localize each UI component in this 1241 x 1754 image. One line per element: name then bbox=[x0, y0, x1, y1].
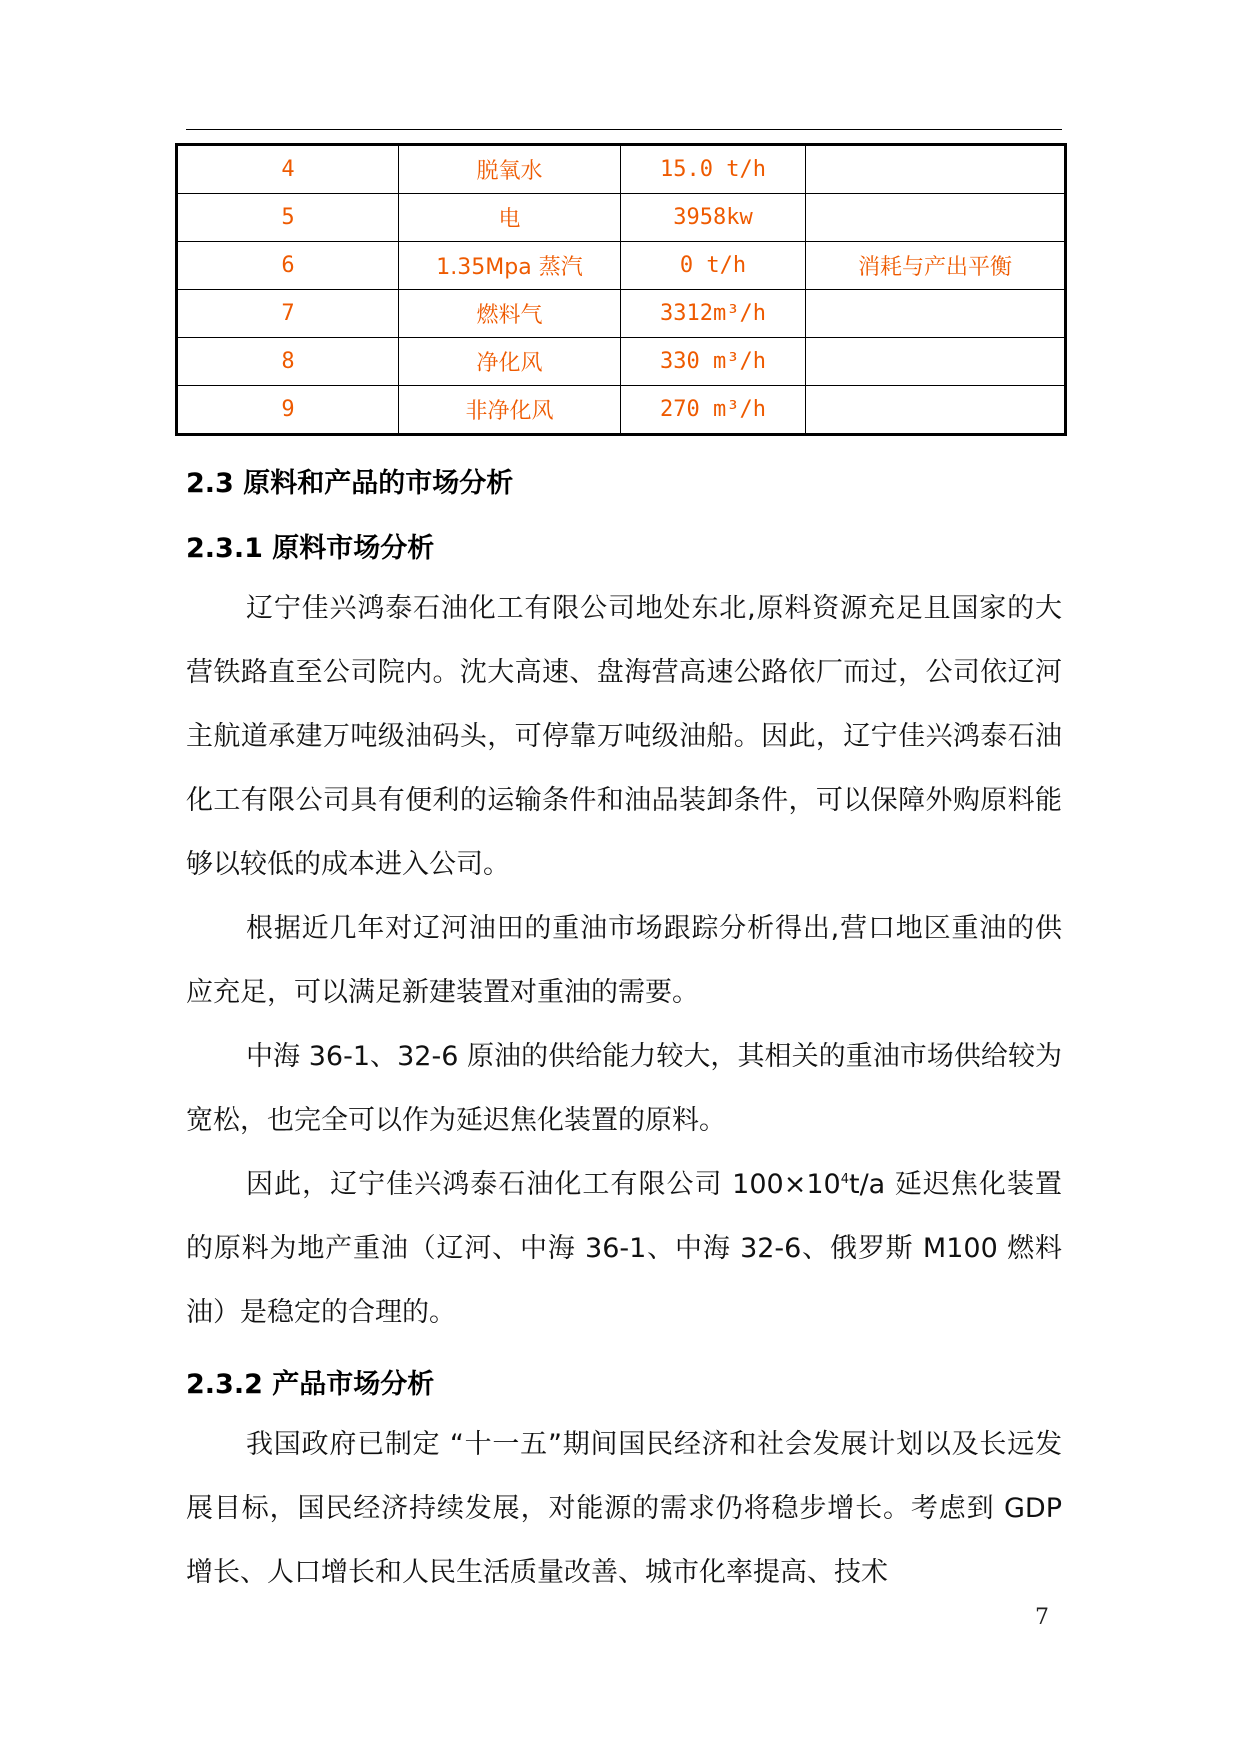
table-row bbox=[177, 194, 1066, 242]
paragraph-conclusion bbox=[186, 1153, 1062, 1345]
utility-consumption-table bbox=[175, 143, 1067, 436]
exponent-superscript: 4 bbox=[840, 1172, 849, 1187]
row-number-cell: 5 bbox=[177, 194, 399, 242]
note-cell bbox=[806, 338, 1066, 386]
amount-cell: 330 m³/h bbox=[621, 338, 806, 386]
paragraph-product-market-text: 我国政府已制定 “十一五”期间国民经济和社会发展计划以及长远发展目标，国民经济持续发展，对能源的需求仍将稳步增长。考虑到 GDP 增长、人口增长和人民生活质量改善、城市化率提高、技术 bbox=[186, 1429, 1062, 1588]
amount-cell: 3312m³/h bbox=[621, 290, 806, 338]
paragraph-location bbox=[186, 577, 1062, 897]
paragraph-crude-supply bbox=[186, 1025, 1062, 1153]
conclusion-text-end: t/a 延迟焦化装置的原料为地产重油（辽河、中海 36-1、中海 32-6、俄罗斯 M100 燃料油）是稳定的合理的。 bbox=[186, 1169, 1062, 1328]
note-cell bbox=[806, 386, 1066, 435]
table-row bbox=[177, 242, 1066, 290]
table-body bbox=[177, 145, 1066, 435]
amount-cell: 270 m³/h bbox=[621, 386, 806, 435]
table-row bbox=[177, 338, 1066, 386]
amount-cell: 0 t/h bbox=[621, 242, 806, 290]
item-name-cell: 电 bbox=[399, 194, 621, 242]
item-name-cell: 净化风 bbox=[399, 338, 621, 386]
item-name-cell: 燃料气 bbox=[399, 290, 621, 338]
item-name-cell: 非净化风 bbox=[399, 386, 621, 435]
note-cell: 消耗与产出平衡 bbox=[806, 242, 1066, 290]
row-number-cell: 4 bbox=[177, 145, 399, 194]
table-row bbox=[177, 290, 1066, 338]
note-cell bbox=[806, 194, 1066, 242]
table-row bbox=[177, 386, 1066, 435]
note-cell bbox=[806, 145, 1066, 194]
row-number-cell: 7 bbox=[177, 290, 399, 338]
paragraph-conclusion-text bbox=[186, 1153, 1062, 1345]
item-name-cell: 1.35Mpa 蒸汽 bbox=[399, 242, 621, 290]
paragraph-location-text: 辽宁佳兴鸿泰石油化工有限公司地处东北,原料资源充足且国家的大营铁路直至公司院内。沈大高速、盘海营高速公路依厂而过，公司依辽河主航道承建万吨级油码头，可停靠万吨级油船。因此，辽宁佳兴鸿泰石油化工有限公司具有便利的运输条件和油品装卸条件，可以保障外购原料能够以较低的成本进入公司。 bbox=[186, 593, 1062, 880]
row-number-cell: 8 bbox=[177, 338, 399, 386]
amount-cell: 3958kw bbox=[621, 194, 806, 242]
conclusion-text-start: 因此，辽宁佳兴鸿泰石油化工有限公司 100×10 bbox=[246, 1169, 841, 1200]
note-cell bbox=[806, 290, 1066, 338]
paragraph-heavy-oil-supply-text: 根据近几年对辽河油田的重油市场跟踪分析得出,营口地区重油的供应充足，可以满足新建装置对重油的需要。 bbox=[186, 913, 1062, 1008]
row-number-cell: 6 bbox=[177, 242, 399, 290]
table-row bbox=[177, 145, 1066, 194]
item-name-cell: 脱氧水 bbox=[399, 145, 621, 194]
paragraph-crude-supply-text: 中海 36-1、32-6 原油的供给能力较大，其相关的重油市场供给较为宽松，也完全可以作为延迟焦化装置的原料。 bbox=[186, 1041, 1062, 1136]
amount-cell: 15.0 t/h bbox=[621, 145, 806, 194]
paragraph-product-market bbox=[186, 1413, 1062, 1605]
subsection-heading-product: 2.3.2 产品市场分析 bbox=[186, 1369, 435, 1400]
header-rule bbox=[186, 129, 1062, 130]
row-number-cell: 9 bbox=[177, 386, 399, 435]
page-number: 7 bbox=[1035, 1605, 1049, 1630]
subsection-heading-raw-material: 2.3.1 原料市场分析 bbox=[186, 533, 435, 564]
paragraph-heavy-oil-supply bbox=[186, 897, 1062, 1025]
section-heading: 2.3 原料和产品的市场分析 bbox=[186, 468, 514, 499]
